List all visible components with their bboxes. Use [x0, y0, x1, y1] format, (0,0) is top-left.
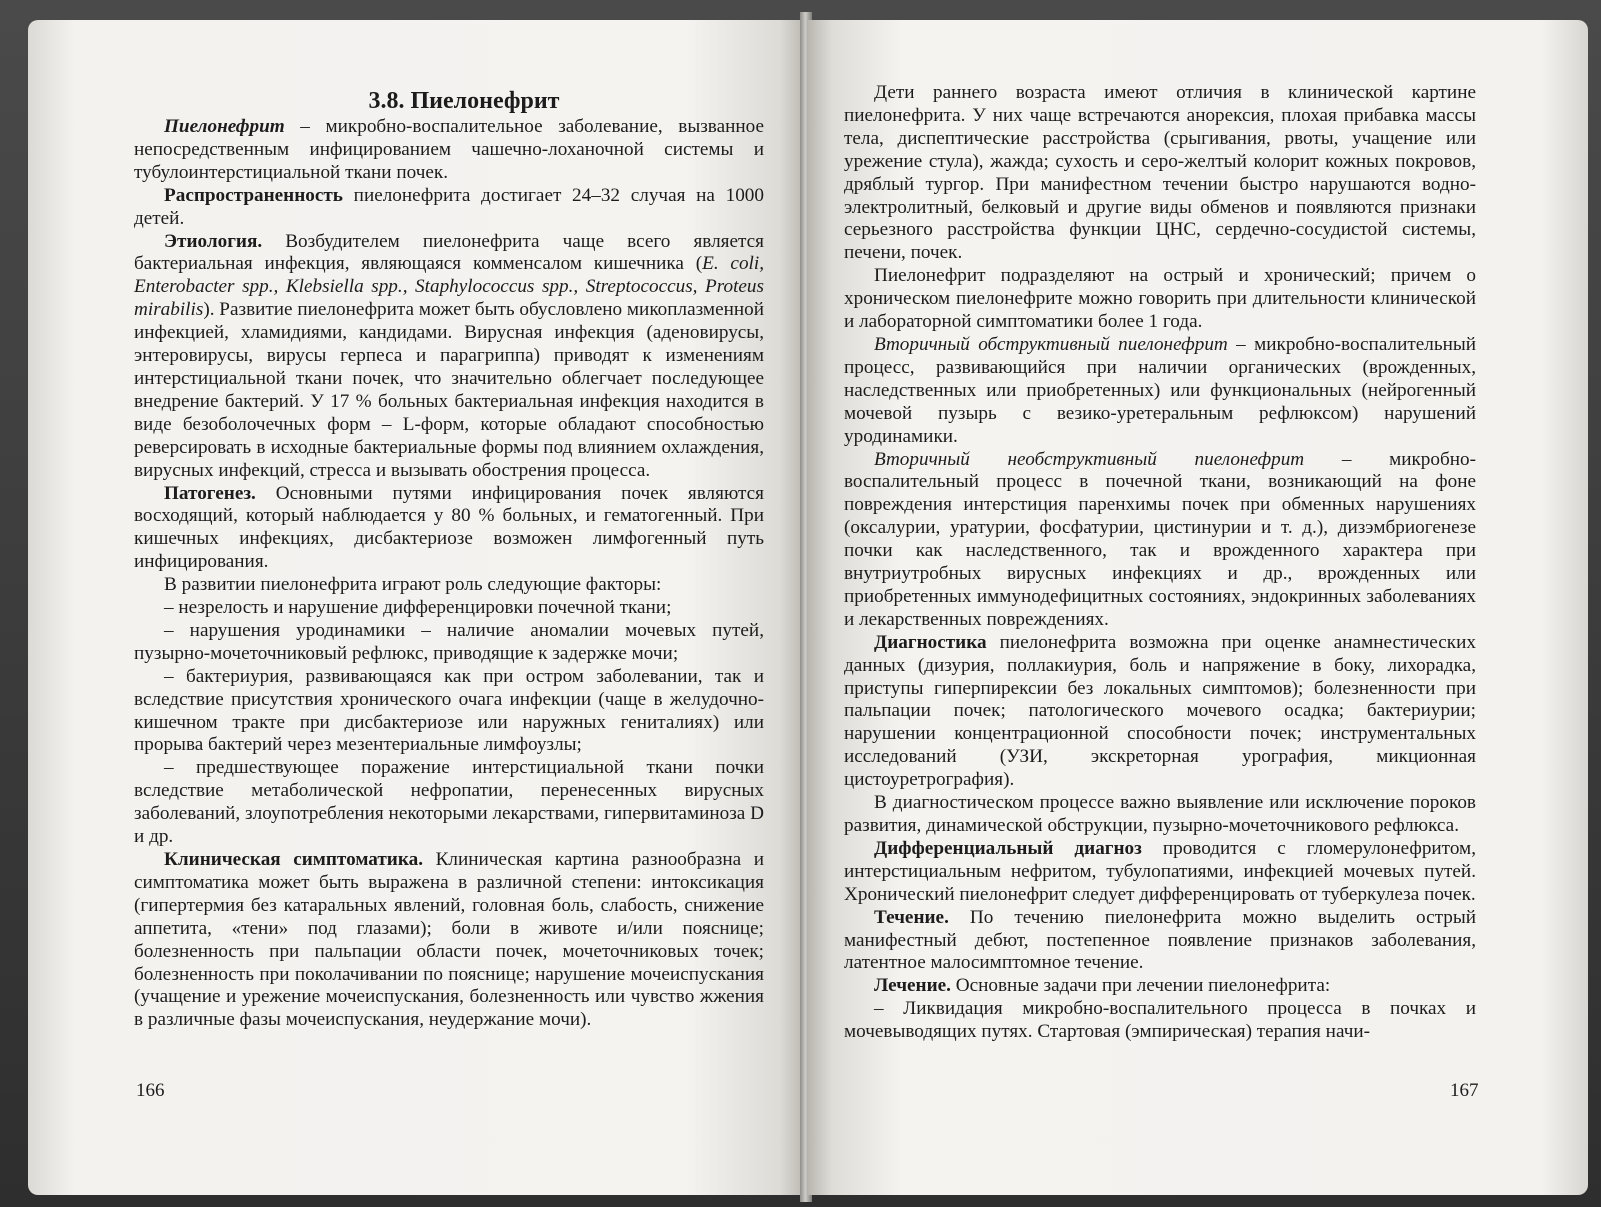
factor-item: – нарушения уродинамики – наличие аномалии мочевых путей, пузырно-мочеточниковый рефлюкс, приводящие к задержке мочи;: [134, 619, 764, 664]
term-differential: Дифференциальный диагноз: [874, 837, 1142, 859]
section-title: 3.8. Пиелонефрит: [368, 88, 560, 114]
term-clinical-symptoms: Клиническая симптоматика.: [164, 849, 424, 870]
course-paragraph: Течение. По течению пиелонефрита можно выделить острый манифестный дебют, постепенное появление признаков заболевания, латентное малосимптомное течение.: [844, 906, 1476, 974]
definition-paragraph: Пиелонефрит – микробно-воспалительное заболевание, вызванное непосредственным инфицированием чашечно-лоханочной системы и тубулоинтерстициальной ткани почек.: [134, 116, 764, 183]
diagnostic-process-paragraph: В диагностическом процессе важно выявление или исключение пороков развития, динамической обструкции, пузырно-мочеточникового рефлюкса.: [844, 792, 1476, 836]
term-pyelonephritis: Пиелонефрит: [164, 116, 285, 137]
term-nonobstructive: Вторичный необструктивный пиелонефрит: [874, 448, 1305, 470]
term-obstructive: Вторичный обструктивный пиелонефрит: [874, 333, 1228, 355]
left-page-text: [134, 86, 764, 1032]
nonobstructive-paragraph: Вторичный необструктивный пиелонефрит – микробно-воспалительный процесс в почечной ткани, возникающий на фоне повреждения интерстиция паренхимы почек при обменных нарушениях (оксалурии, уратурии, фосфатурии, цистинурии и т. д.), дизэмбриогенезе почки как наследственного, так и врожденного характера при внутриутробных вирусных инфекциях и др., врожденных или приобретенных иммунодефицитных состояниях, эндокринных заболеваниях и лекарственных повреждениях.: [844, 448, 1477, 630]
factor-item: – предшествующее поражение интерстициальной ткани почки вследствие метаболической нефропатии, перенесенных вирусных заболеваний, злоупотребления некоторыми лекарствами, гипервитаминоза D и др.: [134, 757, 764, 848]
differential-paragraph: Дифференциальный диагноз проводится с гломерулонефритом, интерстициальным нефритом, тубулопатиями, инфекцией мочевых путей. Хронический пиелонефрит следует дифференцировать от туберкулеза почек.: [844, 837, 1476, 905]
treatment-item: – Ликвидация микробно-воспалительного процесса в почках и мочевыводящих путях. Стартовая (эмпирическая) терапия начи-: [844, 998, 1476, 1043]
term-prevalence: Распространенность: [164, 184, 343, 206]
factor-item: – бактериурия, развивающаяся как при остром заболевании, так и вследствие присутствия хронического очага инфекции (чаще в желудочно-кишечном тракте при дисбактериозе или наружных гениталиях) или прорыва бактерий через мезентериальные лимфоузлы;: [134, 665, 764, 756]
factors-intro: В развитии пиелонефрита играют роль следующие факторы:: [164, 574, 662, 596]
classification-paragraph: Пиелонефрит подразделяют на острый и хронический; причем о хроническом пиелонефрите можно говорить при длительности клинической и лабораторной симптоматики более 1 года.: [844, 265, 1476, 333]
term-etiology: Этиология.: [164, 230, 263, 252]
term-diagnostics: Диагностика: [874, 631, 987, 653]
page-number-right: 167: [1450, 1080, 1479, 1101]
pathogen-list: E. coli, Enterobacter spp., Klebsiella spp., Staphylococcus spp., Streptococcus, Proteus mirabilis: [134, 253, 765, 321]
clinical-paragraph: Клиническая симптоматика. Клиническая картина разнообразна и симптоматика может быть выражена в различной степени: интоксикация (гипертермия без катаральных явлений, головная боль, слабость, снижение аппетита, «тени» под глазами); боли в животе и/или пояснице; болезненность при пальпации области почек, мочеточниковых точек; болезненность при поколачивании по пояснице; нарушение мочеиспускания (учащение и урежение мочеиспускания, болезненность или чувство жжения в различные фазы мочеиспускания, неудержание мочи).: [134, 849, 764, 1031]
treatment-paragraph: Лечение. Основные задачи при лечении пиелонефрита:: [874, 975, 1331, 997]
prevalence-paragraph: Распространенность пиелонефрита достигает 24–32 случая на 1000 детей.: [134, 184, 764, 229]
factor-item: – незрелость и нарушение дифференцировки почечной ткани;: [164, 597, 672, 619]
pathogenesis-paragraph: Патогенез. Основными путями инфицирования почек являются восходящий, который наблюдается у 80 % больных, и гематогенный. При кишечных инфекциях, дисбактериозе возможен лимфогенный путь инфицирования.: [134, 482, 764, 573]
etiology-paragraph: Этиология. Возбудителем пиелонефрита чаще всего является бактериальная инфекция, являющаяся комменсалом кишечника (E. coli, Enterobacter spp., Klebsiella spp., Staphylococcus spp., Streptococcus, Proteus mirabilis). Развитие пиелонефрита может быть обусловлено микоплазменной инфекцией, хламидиями, кандидами. Вирусная инфекция (аденовирусы, энтеровирусы, вирусы герпеса и парагриппа) приводят к изменениям интерстициальной ткани почек, что значительно облегчает последующее внедрение бактерий. У 17 % больных бактериальная инфекция находится в виде безоболочечных форм – L-форм, которые обладают способностью реверсировать в исходные бактериальные формы под влиянием охлаждения, вирусных инфекций, стресса и вызывать обострения процесса.: [134, 230, 765, 481]
diagnostics-paragraph: Диагностика пиелонефрита возможна при оценке анамнестических данных (дизурия, поллакиурия, боль и напряжение в боку, лихорадка, приступы гиперпирексии без локальных симптомов); болезненности при пальпации почек; патологического мочевого осадка; бактериурии; нарушении концентрационной способности почек; инструментальных исследований (УЗИ, экскреторная урография, микционная цистоуретрография).: [844, 631, 1476, 791]
left-page: [28, 20, 803, 1195]
term-treatment: Лечение.: [874, 975, 951, 997]
right-page-text: [844, 82, 1476, 1044]
page-number-left: 166: [136, 1080, 165, 1101]
term-pathogenesis: Патогенез.: [164, 482, 256, 504]
term-course: Течение.: [874, 906, 949, 928]
obstructive-paragraph: Вторичный обструктивный пиелонефрит – микробно-воспалительный процесс, развивающийся при наличии органических (врожденных, наследственных или приобретенных) или функциональных (нейрогенный мочевой пузырь с везико-уретеральным рефлюксом) нарушений уродинамики.: [844, 333, 1477, 447]
right-page: [808, 20, 1588, 1195]
infants-paragraph: Дети раннего возраста имеют отличия в клинической картине пиелонефрита. У них чаще встречаются анорексия, плохая прибавка массы тела, диспептические расстройства (срыгивания, рвоты, учащение или урежение стула), жажда; сухость и серо-желтый колорит кожных покровов, дряблый тургор. При манифестном течении быстро нарушаются водно-электролитный, белковый и другие виды обменов и появляются признаки серьезного расстройства функции ЦНС, сердечно-сосудистой системы, печени, почек.: [844, 82, 1476, 264]
